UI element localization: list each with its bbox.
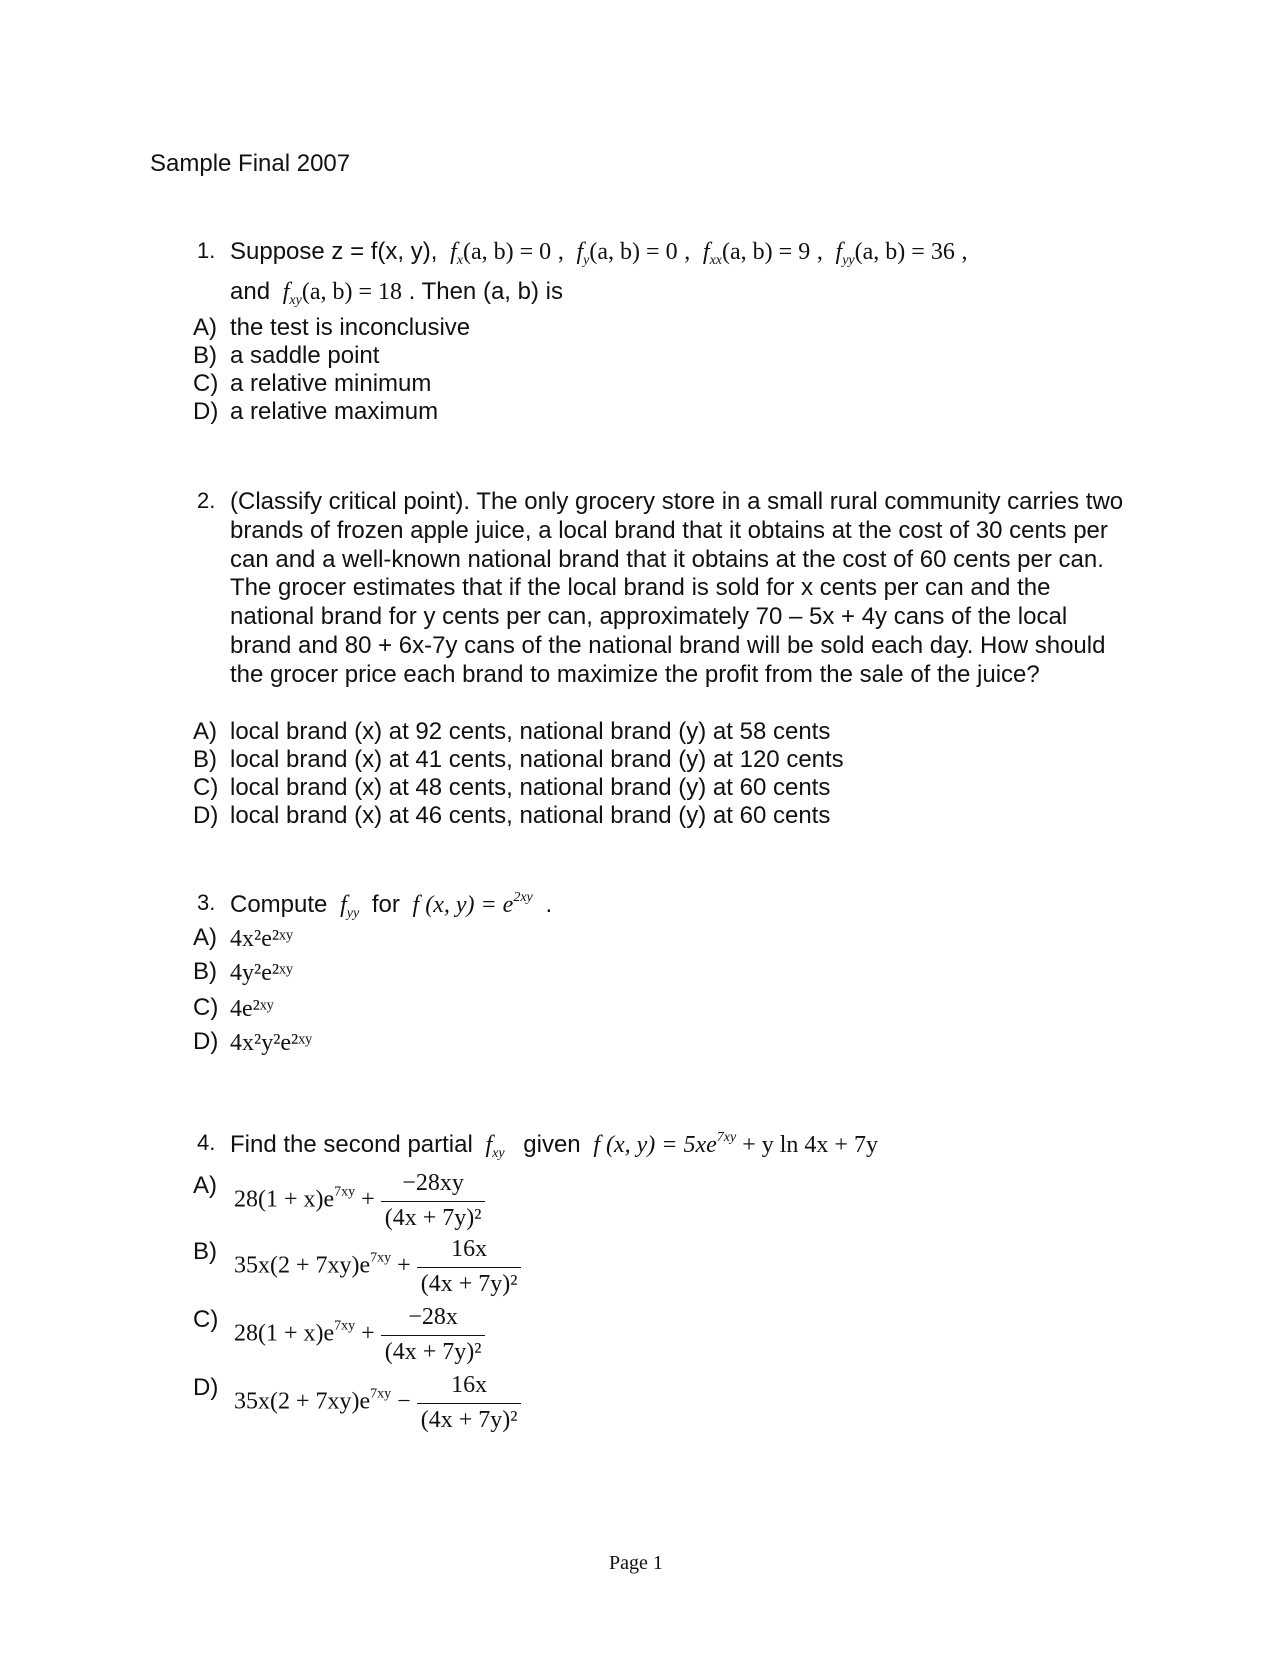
q4-option-c-letter: C) bbox=[193, 1306, 219, 1333]
q3-option-a-letter: A) bbox=[193, 924, 217, 951]
q4-option-a-letter: A) bbox=[193, 1172, 217, 1199]
q3-option-d: 4x²y²e²ˣʸ bbox=[230, 1030, 313, 1056]
q3-option-c: 4e²ˣʸ bbox=[230, 996, 274, 1022]
question-2-text: (Classify critical point). The only grocery store in a small rural community carries two brands of frozen apple juice, a local brand that it obtains at the cost of 30 cents per can and a well-known national brand that it obtains at the cost of 60 cents per can. The grocer estimates that if the local brand is sold for x cents per can and the national brand for y cents per can, approximately 70 – 5x + 4y cans of the local brand and 80 + 6x-7y cans of the national brand will be sold each day. How should the grocer price each brand to maximize the profit from the sale of the juice? bbox=[230, 488, 1124, 688]
q1-option-a-letter: A) bbox=[193, 314, 217, 341]
q3-option-c-letter: C) bbox=[193, 994, 219, 1021]
question-1-line-1: Suppose z = f(x, y), $f_x(a$, b) = 0 , $f_y(a$, b) = 0 , $f_{xx}(a$, b) = 9 , $f_{yy}(a$, b) = 36 , bbox=[230, 238, 968, 268]
q4-option-c: $28(1 + x)e^{7xy}$ + $\frac{-28x}{\text{(4x + 7y)²}}$ bbox=[234, 1304, 485, 1366]
q4-option-d: $35x(2 + 7xy)e^{7xy}$ − $\frac{16x}{\text{(4x + 7y)²}}$ bbox=[234, 1372, 521, 1434]
question-3-line: Compute $f_{yy}$ for f (x, $y) = e^{2xy}$ . bbox=[230, 890, 553, 921]
q4-option-a: $28(1 + x)e^{7xy}$ + $\frac{-28xy}{\text{(4x + 7y)²}}$ bbox=[234, 1170, 485, 1232]
question-1-number: 1. bbox=[197, 238, 216, 263]
q2-option-b: local brand (x) at 41 cents, national brand (y) at 120 cents bbox=[230, 746, 844, 773]
page-number: Page 1 bbox=[609, 1552, 663, 1574]
question-4-number: 4. bbox=[197, 1130, 216, 1155]
q2-option-b-letter: B) bbox=[193, 746, 217, 773]
q2-option-a-letter: A) bbox=[193, 718, 217, 745]
q1-option-d-letter: D) bbox=[193, 398, 219, 425]
q1-text-1: Suppose z = f(x, y), bbox=[230, 238, 438, 265]
q3-option-a: 4x²e²ˣʸ bbox=[230, 926, 294, 952]
page-title: Sample Final 2007 bbox=[150, 150, 351, 177]
q1-math-fxy: $f_{xy}(a$, b) = 18 bbox=[282, 279, 402, 308]
q4-math-function: f (x, $y) = 5xe^{7xy} + y$ ln 4x + 7y bbox=[593, 1130, 878, 1158]
q4-option-d-letter: D) bbox=[193, 1374, 219, 1401]
q3-math-function: f (x, $y) = e^{2xy}$ bbox=[412, 890, 533, 918]
q1-math-fy: $f_y(a$, b) = 0 bbox=[576, 239, 678, 268]
q4-option-b-letter: B) bbox=[193, 1238, 217, 1265]
question-3-number: 3. bbox=[197, 890, 216, 915]
q1-option-c: a relative minimum bbox=[230, 370, 432, 397]
q4-option-b: $35x(2 + 7xy)e^{7xy}$ + $\frac{16x}{\text{(4x + 7y)²}}$ bbox=[234, 1236, 521, 1298]
question-1-line-2: and $f_{xy}(a$, b) = 18 . Then (a, b) is bbox=[230, 278, 563, 308]
q1-option-a: the test is inconclusive bbox=[230, 314, 471, 341]
q1-math-fxx: $f_{xx}(a$, b) = 9 bbox=[702, 239, 811, 268]
q3-option-b-letter: B) bbox=[193, 958, 217, 985]
q2-option-d-letter: D) bbox=[193, 802, 219, 829]
q4-math-fxy: $f_{xy}$ bbox=[485, 1132, 505, 1161]
q1-option-b: a saddle point bbox=[230, 342, 380, 369]
q4-option-d-fraction: $\frac{16x}{\text{(4x + 7y)²}}$ bbox=[417, 1372, 522, 1434]
q3-option-d-letter: D) bbox=[193, 1028, 219, 1055]
q3-math-fyy: $f_{yy}$ bbox=[340, 892, 360, 921]
q3-option-b: 4y²e²ˣʸ bbox=[230, 960, 294, 986]
q4-option-c-fraction: $\frac{-28x}{\text{(4x + 7y)²}}$ bbox=[381, 1304, 486, 1366]
q2-option-c-letter: C) bbox=[193, 774, 219, 801]
question-2-number: 2. bbox=[197, 488, 216, 513]
q4-option-a-fraction: $\frac{-28xy}{\text{(4x + 7y)²}}$ bbox=[381, 1170, 486, 1232]
q2-option-c: local brand (x) at 48 cents, national brand (y) at 60 cents bbox=[230, 774, 831, 801]
q2-option-d: local brand (x) at 46 cents, national brand (y) at 60 cents bbox=[230, 802, 831, 829]
q1-math-fx: $f_x(a$, b) = 0 bbox=[450, 239, 552, 268]
question-4-line: Find the second partial $f_{xy}$ given f (x, $y) = 5xe^{7xy} + y$ ln 4x + 7y bbox=[230, 1130, 878, 1161]
q1-math-fyy: $f_{yy}(a$, b) = 36 bbox=[835, 239, 955, 268]
q4-option-b-fraction: $\frac{16x}{\text{(4x + 7y)²}}$ bbox=[417, 1236, 522, 1298]
q1-option-c-letter: C) bbox=[193, 370, 219, 397]
q1-option-d: a relative maximum bbox=[230, 398, 439, 425]
q1-option-b-letter: B) bbox=[193, 342, 217, 369]
q2-option-a: local brand (x) at 92 cents, national brand (y) at 58 cents bbox=[230, 718, 831, 745]
